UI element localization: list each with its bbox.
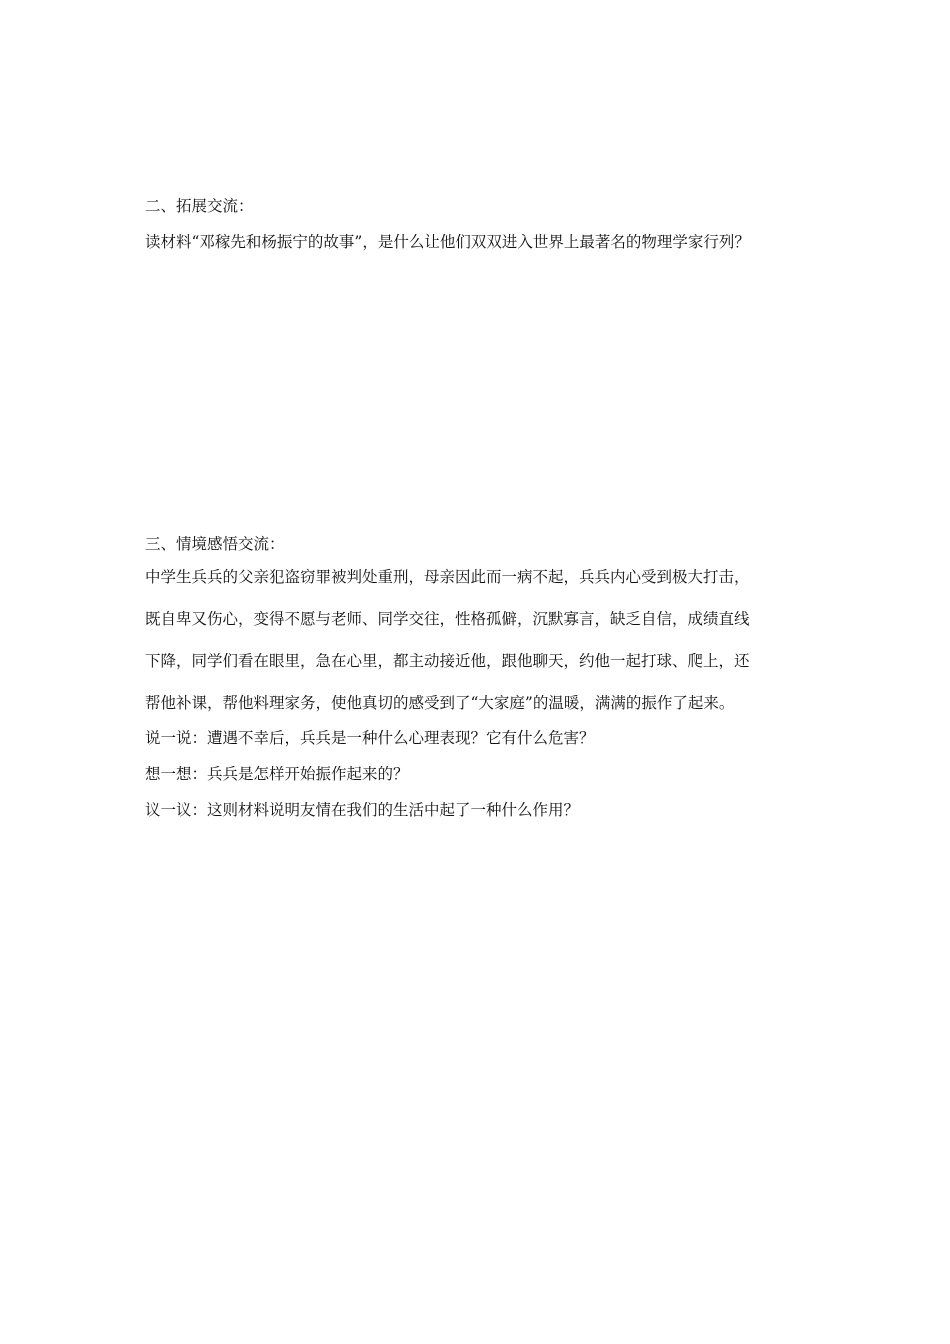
- reading-question: 读材料“邓稼先和杨振宁的故事”，是什么让他们双双进入世界上最著名的物理学家行列？: [145, 233, 750, 251]
- story-paragraph-line: 中学生兵兵的父亲犯盗窃罪被判处重刑，母亲因此而一病不起，兵兵内心受到极大打击，: [145, 568, 750, 586]
- section-heading-situation-exchange: 三、情境感悟交流：: [145, 535, 285, 553]
- story-paragraph-line: 下降，同学们看在眼里，急在心里，都主动接近他，跟他聊天，约他一起打球、爬上，还: [145, 652, 750, 670]
- prompt-discuss: 议一议：这则材料说明友情在我们的生活中起了一种什么作用？: [145, 801, 580, 819]
- prompt-think: 想一想：兵兵是怎样开始振作起来的？: [145, 765, 409, 783]
- section-heading-expand-exchange: 二、拓展交流：: [145, 197, 254, 215]
- story-paragraph-line: 既自卑又伤心，变得不愿与老师、同学交往，性格孤僻，沉默寡言，缺乏自信，成绩直线: [145, 610, 750, 628]
- story-paragraph-line: 帮他补课，帮他料理家务，使他真切的感受到了“大家庭”的温暖，满满的振作了起来。: [145, 694, 735, 712]
- prompt-say: 说一说：遭遇不幸后，兵兵是一种什么心理表现？它有什么危害？: [145, 729, 595, 747]
